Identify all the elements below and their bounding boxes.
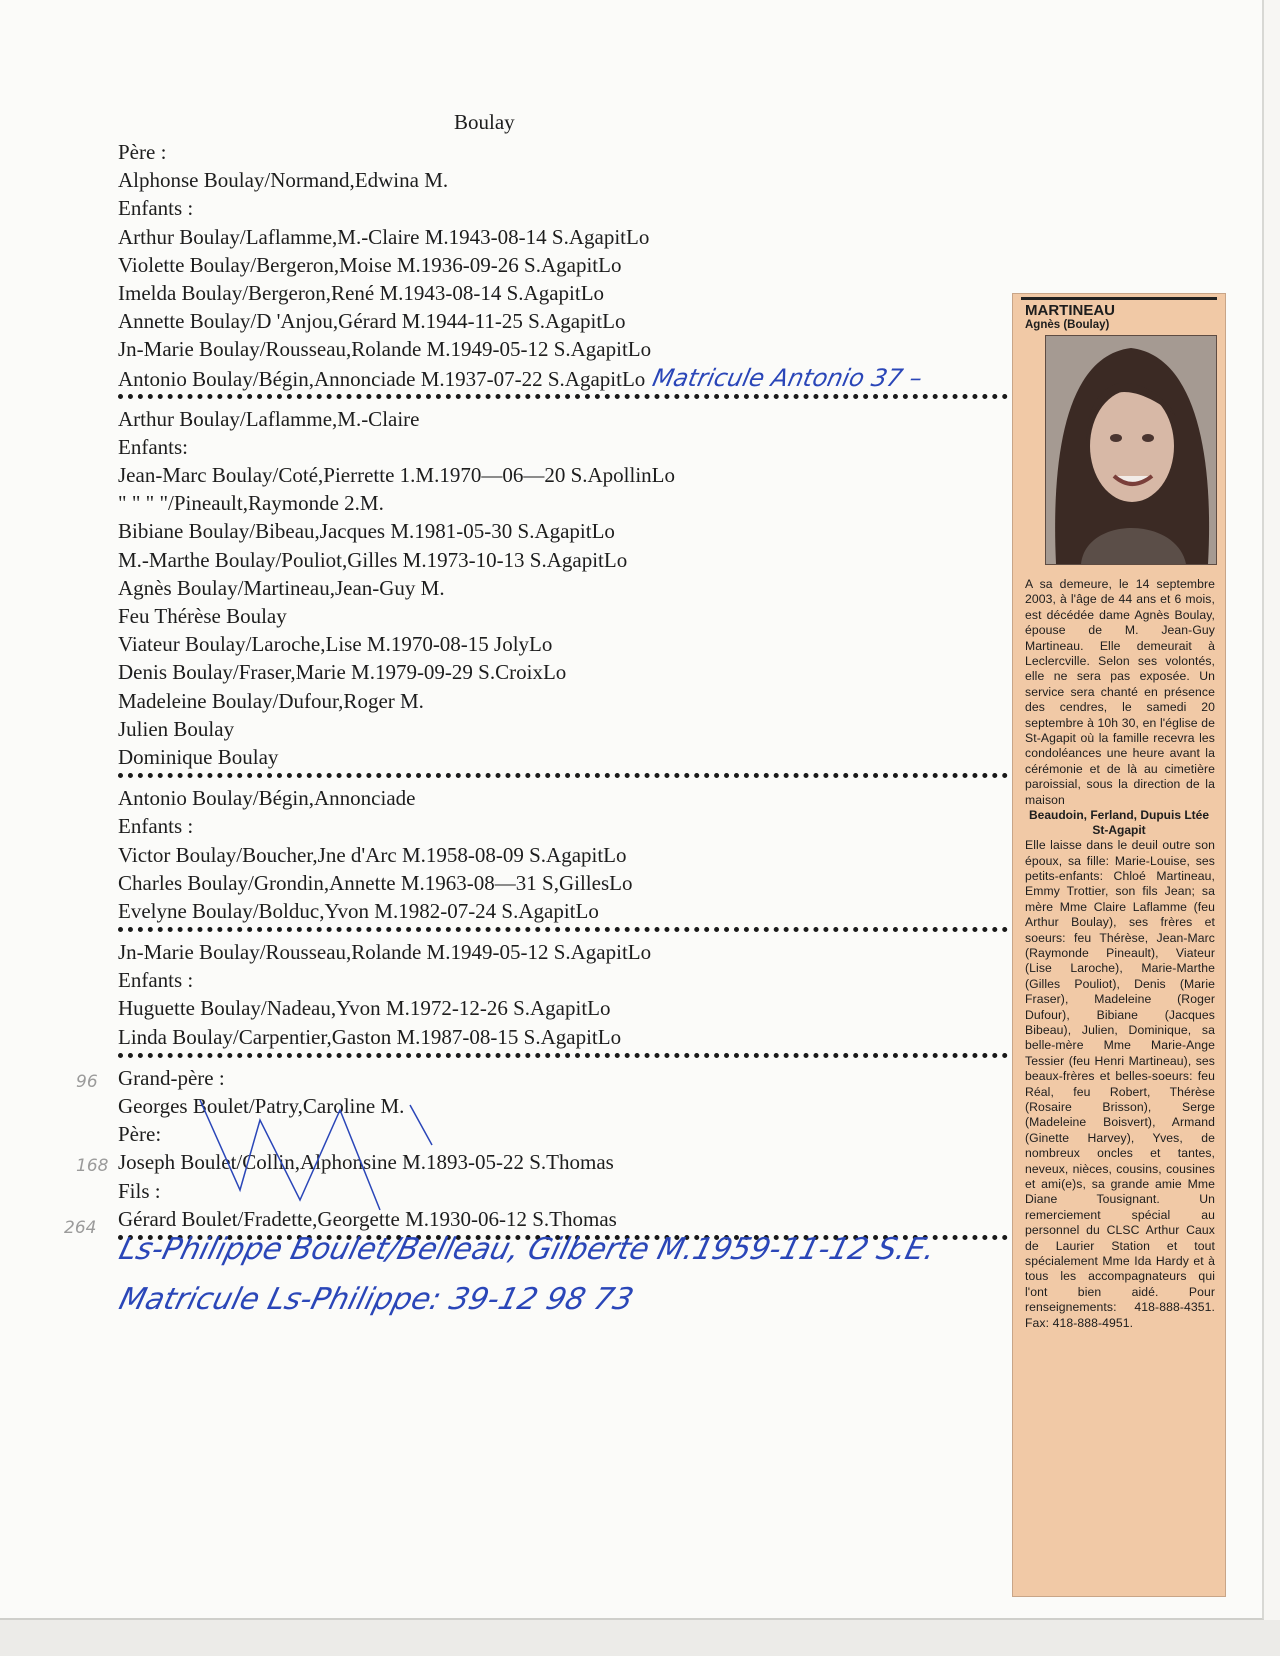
genealogy-line-text: Violette Boulay/Bergeron,Moise M.1936-09-26 S.AgapitLo [118, 252, 622, 277]
genealogy-line-text: Fils : [118, 1178, 161, 1203]
genealogy-line [118, 194, 1018, 222]
page-title: Boulay [454, 110, 515, 134]
genealogy-line [118, 335, 1018, 363]
genealogy-line [118, 489, 1018, 517]
genealogy-line-text: Arthur Boulay/Laflamme,M.-Claire M.1943-08-14 S.AgapitLo [118, 224, 650, 249]
genealogy-line [118, 251, 1018, 279]
genealogy-line-text: Dominique Boulay [118, 744, 279, 769]
funeral-home: Beaudoin, Ferland, Dupuis Ltée St-Agapit [1028, 808, 1210, 838]
handwritten-inline-note: Matricule Antonio 37 – [650, 363, 926, 392]
genealogy-line-text: Antonio Boulay/Bégin,Annonciade M.1937-07-22 S.AgapitLo [118, 366, 646, 391]
genealogy-line-text: Arthur Boulay/Laflamme,M.-Claire [118, 406, 420, 431]
clipping-name: MARTINEAU [1025, 302, 1115, 319]
genealogy-line [118, 784, 1018, 812]
genealogy-line [118, 364, 1018, 392]
genealogy-line-text: Gérard Boulet/Fradette,Georgette M.1930-06-12 S.Thomas [118, 1206, 617, 1231]
handwritten-note-1: Ls-Philippe Boulet/Belleau, Gilberte M.1959-11-12 S.E. [115, 1232, 939, 1267]
genealogy-line-text: " " " "/Pineault,Raymonde 2.M. [118, 491, 384, 516]
genealogy-line-text: Alphonse Boulay/Normand,Edwina M. [118, 168, 449, 193]
genealogy-line [118, 687, 1018, 715]
pen-strokes [170, 1080, 490, 1230]
genealogy-line [118, 869, 1018, 897]
genealogy-line [118, 166, 1018, 194]
genealogy-line [118, 630, 1018, 658]
portrait-photo [1045, 335, 1217, 565]
genealogy-line-text: Jn-Marie Boulay/Rousseau,Rolande M.1949-05-12 S.AgapitLo [118, 337, 652, 362]
genealogy-line-text: Annette Boulay/D 'Anjou,Gérard M.1944-11-25 S.AgapitLo [118, 309, 626, 334]
genealogy-line [118, 517, 1018, 545]
genealogy-line [118, 307, 1018, 335]
genealogy-line [118, 461, 1018, 489]
pencil-mark: 96 [76, 1072, 98, 1092]
genealogy-line [118, 138, 1018, 166]
genealogy-line [118, 966, 1018, 994]
genealogy-line-text: Evelyne Boulay/Bolduc,Yvon M.1982-07-24 S.AgapitLo [118, 898, 599, 923]
genealogy-line-text: Père: [118, 1122, 162, 1147]
genealogy-line [118, 223, 1018, 251]
genealogy-line [118, 841, 1018, 869]
genealogy-line-text: Grand-père : [118, 1065, 225, 1090]
genealogy-line-text: Enfants : [118, 196, 194, 221]
obituary-clipping [1012, 293, 1226, 1597]
genealogy-line-text: Huguette Boulay/Nadeau,Yvon M.1972-12-26 S.AgapitLo [118, 996, 611, 1021]
portrait-image [1046, 336, 1216, 564]
genealogy-line-text: M.-Marthe Boulay/Pouliot,Gilles M.1973-10-13 S.AgapitLo [118, 547, 628, 572]
genealogy-line-text: Enfants : [118, 814, 194, 839]
genealogy-line [118, 938, 1018, 966]
genealogy-line-text: Antonio Boulay/Bégin,Annonciade [118, 786, 416, 811]
genealogy-line-text: Joseph Boulet/Collin,Alphonsine M.1893-05-22 S.Thomas [118, 1150, 614, 1175]
genealogy-line-text: Viateur Boulay/Laroche,Lise M.1970-08-15 JolyLo [118, 632, 553, 657]
genealogy-line [118, 994, 1018, 1022]
genealogy-line-text: Jean-Marc Boulay/Coté,Pierrette 1.M.1970—06—20 S.ApollinLo [118, 463, 676, 488]
genealogy-line [118, 1023, 1018, 1051]
clipping-subtitle: Agnès (Boulay) [1025, 319, 1110, 331]
genealogy-line-text: Charles Boulay/Grondin,Annette M.1963-08—31 S,GillesLo [118, 870, 633, 895]
genealogy-line-text: Victor Boulay/Boucher,Jne d'Arc M.1958-08-09 S.AgapitLo [118, 842, 627, 867]
genealogy-line [118, 658, 1018, 686]
genealogy-line-text: Agnès Boulay/Martineau,Jean-Guy M. [118, 575, 445, 600]
genealogy-line-text: Père : [118, 140, 167, 164]
dotted-separator [118, 927, 1028, 936]
handwritten-note-2: Matricule Ls-Philippe: 39-12 98 73 [115, 1282, 637, 1317]
genealogy-line-text: Imelda Boulay/Bergeron,René M.1943-08-14 S.AgapitLo [118, 280, 605, 305]
pencil-mark: 168 [76, 1156, 109, 1176]
genealogy-line [118, 602, 1018, 630]
genealogy-line-text: Julien Boulay [118, 716, 235, 741]
scan-bottom-edge [0, 1620, 1280, 1656]
genealogy-line-text: Enfants: [118, 434, 188, 459]
genealogy-line-text: Jn-Marie Boulay/Rousseau,Rolande M.1949-05-12 S.AgapitLo [118, 940, 652, 965]
clipping-rule [1021, 297, 1217, 300]
obituary-text-rest: Elle laisse dans le deuil outre son époux, sa fille: Marie-Louise, ses petits-enfants: Chloé Martineau, Emmy Trottier, son fils Jean; sa mère Mme Claire Laflamme (feu Arthur Boulay), ses frères et soeurs: feu Thérèse, Jean-Marc (Raymonde Pineault), Viateur (Lise Laroche), Marie-Marthe (Gilles Pouliot), Denis (Marie Fraser), Madeleine (Roger Dufour), Bibiane (Jacques Bibeau), Julien, Dominique, sa belle-mère Mme Marie-Ange Tessier (feu Henri Martineau), ses beaux-frères et belles-soeurs: feu Réal, feu Robert, Thérèse (Rosaire Brisson), Serge (Madeleine Boisvert), Armand (Ginette Harvey), Yves, de nombreux oncles et tantes, neveux, nièces, cousins, cousines et ami(e)s, sa grande amie Mme Diane Tousignant. Un remerciement spécial au personnel du CLSC Arthur Caux de Laurier Station et tout spécialement Mme Ida Hardy et à tous les accompagnateurs qui l'ont bien aidé. Pour renseignements: 418-888-4351. Fax: 418-888-4951. [1025, 838, 1215, 1330]
genealogy-line [118, 279, 1018, 307]
genealogy-line [118, 546, 1018, 574]
obituary-text-intro: A sa demeure, le 14 septembre 2003, à l'âge de 44 ans et 6 mois, est décédée dame Agnès Boulay, épouse de M. Jean-Guy Martineau. Elle demeurait à Leclercville. Selon ses volontés, elle ne sera pas exposée. Un service sera chanté en présence des cendres, le samedi 20 septembre à 10h 30, en l'église de St-Agapit où la famille recevra les condoléances une heure avant la cérémonie et de là au cimetière paroissial, sous la direction de la maison [1025, 577, 1215, 807]
genealogy-line [118, 715, 1018, 743]
dotted-separator [118, 773, 1028, 782]
genealogy-line-text: Bibiane Boulay/Bibeau,Jacques M.1981-05-30 S.AgapitLo [118, 519, 615, 544]
genealogy-line-text: Denis Boulay/Fraser,Marie M.1979-09-29 S.CroixLo [118, 660, 567, 685]
genealogy-line [118, 743, 1018, 771]
genealogy-line-text: Georges Boulet/Patry,Caroline M. [118, 1094, 405, 1118]
genealogy-line-text: Enfants : [118, 968, 194, 993]
pencil-mark: 264 [64, 1218, 97, 1238]
genealogy-line-text: Madeleine Boulay/Dufour,Roger M. [118, 688, 424, 713]
genealogy-line [118, 433, 1018, 461]
dotted-separator [118, 394, 1028, 403]
genealogy-line-text: Linda Boulay/Carpentier,Gaston M.1987-08-15 S.AgapitLo [118, 1024, 622, 1049]
genealogy-line-text: Feu Thérèse Boulay [118, 604, 287, 628]
genealogy-line [118, 574, 1018, 602]
genealogy-line [118, 812, 1018, 840]
genealogy-line [118, 897, 1018, 925]
dotted-separator [118, 1053, 1028, 1062]
genealogy-line [118, 405, 1018, 433]
